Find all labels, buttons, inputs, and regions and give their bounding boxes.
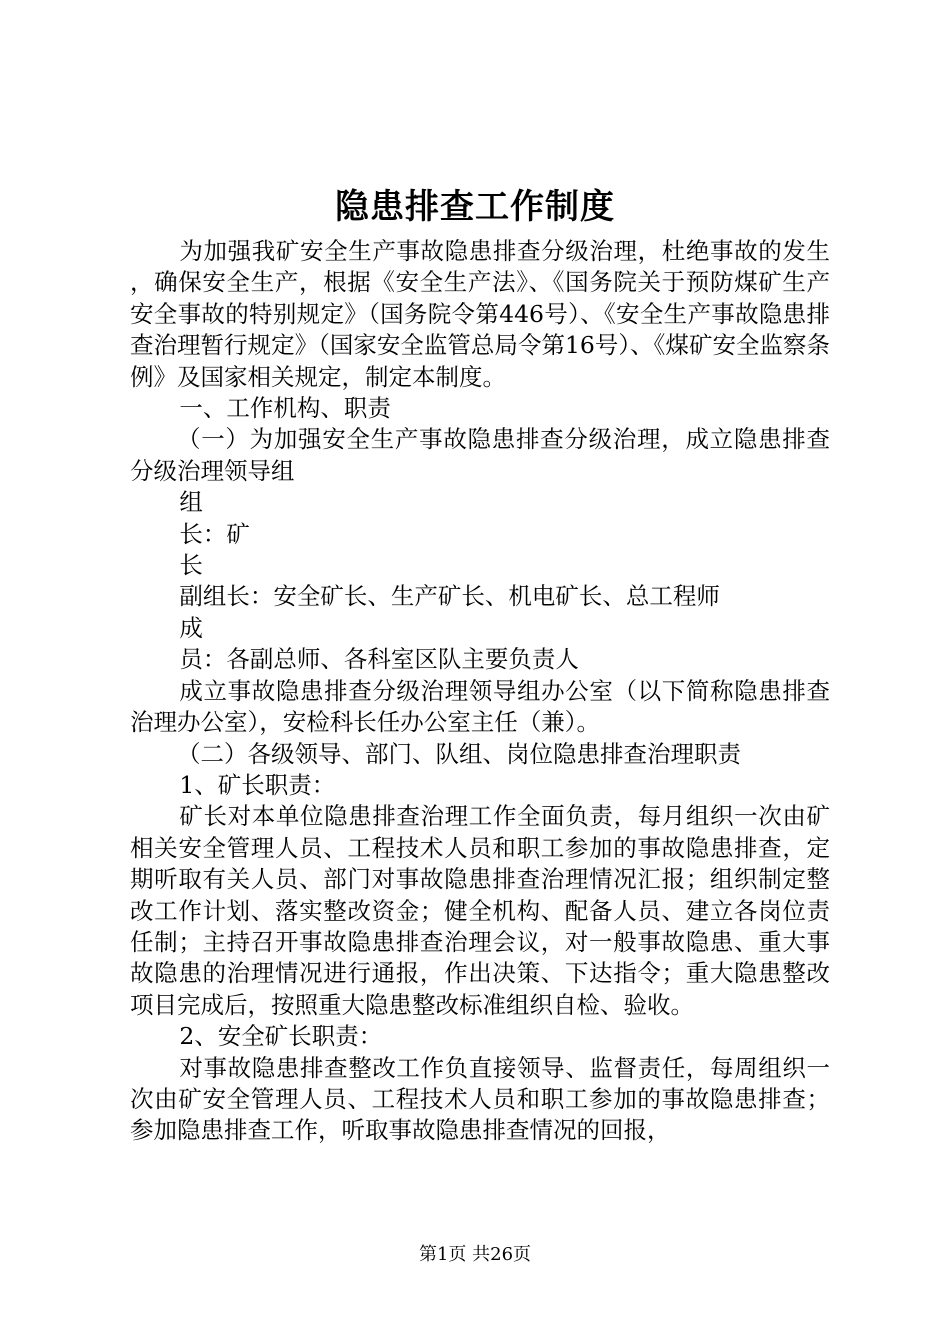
group-leader-line-3: 长 [179, 551, 203, 580]
group-leader-line-1: 组 [179, 488, 203, 517]
mine-director-paragraph: 矿长对本单位隐患排查治理工作全面负责，每月组织一次由矿相关安全管理人员、工程技术人员和职工参加的事故隐患排查，定期听取有关人员、部门对事故隐患排查治理情况汇报；组织制定整改工作计划、落实整改资金；健全机构、配备人员、建立各岗位责任制；主持召开事故隐患排查治理会议，对一般事故隐患、重大事故隐患的治理情况进行通报，作出决策、下达指令；重大隐患整改项目完成后，按照重大隐患整改标准组织自检、验收。 [130, 802, 830, 1019]
safety-director-paragraph: 对事故隐患排查整改工作负直接领导、监督责任，每周组织一次由矿安全管理人员、工程技术人员和职工参加的事故隐患排查；参加隐患排查工作，听取事故隐患排查情况的回报， [130, 1053, 830, 1145]
safety-director-heading: 2、安全矿长职责： [179, 1022, 383, 1051]
members-line-2: 员：各副总师、各科室区队主要负责人 [179, 645, 579, 674]
section-heading-organization: 一、工作机构、职责 [179, 394, 391, 423]
subsection-heading-leadership-group: （一）为加强安全生产事故隐患排查分级治理，成立隐患排查分级治理领导组 [130, 425, 830, 485]
page-footer: 第1页 共26页 [418, 1244, 532, 1265]
office-paragraph: 成立事故隐患排查分级治理领导组办公室（以下简称隐患排查治理办公室），安检科长任办公室主任（兼）。 [130, 676, 830, 737]
members-line-1: 成 [179, 613, 203, 642]
deputy-leaders-line: 副组长：安全矿长、生产矿长、机电矿长、总工程师 [179, 582, 720, 611]
document-body [130, 236, 830, 1147]
mine-director-heading: 1、矿长职责： [179, 770, 336, 799]
intro-paragraph: 为加强我矿安全生产事故隐患排查分级治理，杜绝事故的发生，确保安全生产，根据《安全生产法》、《国务院关于预防煤矿生产安全事故的特别规定》（国务院令第446号）、《安全生产事故隐患排查治理暂行规定》（国家安全监管总局令第16号）、《煤矿安全监察条例》及国家相关规定，制定本制度。 [130, 237, 830, 391]
group-leader-line-2: 长：矿 [179, 519, 250, 548]
subsection-heading-responsibilities: （二）各级领导、部门、队组、岗位隐患排查治理职责 [177, 739, 741, 768]
document-title: 隐患排查工作制度 [335, 187, 615, 227]
